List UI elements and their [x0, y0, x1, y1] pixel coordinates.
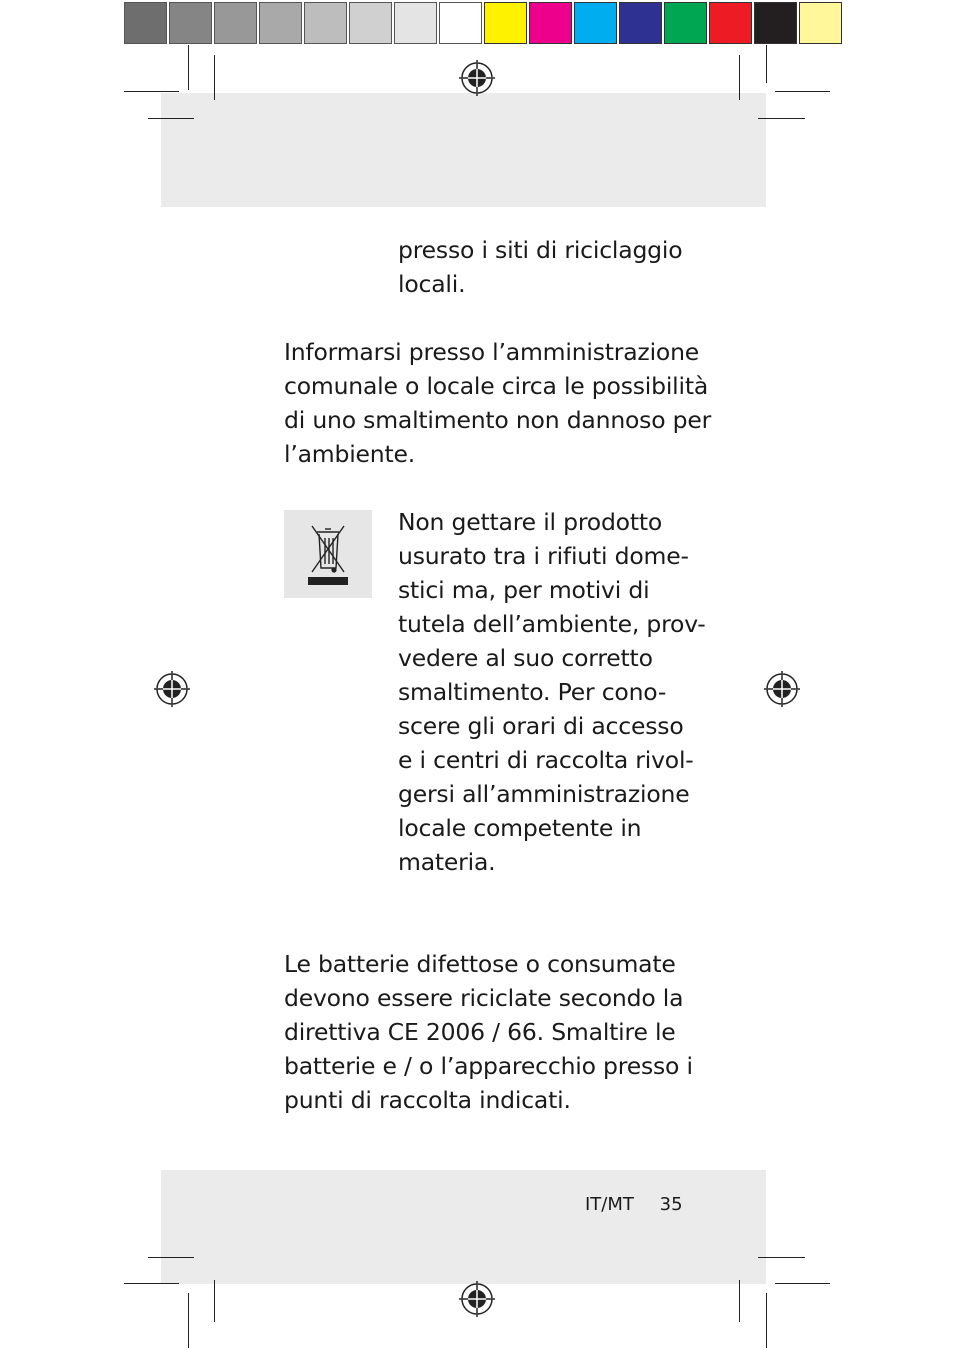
color-swatch: [754, 2, 797, 44]
crop-mark: [758, 1257, 805, 1258]
text-line: presso i siti di riciclaggio: [398, 236, 683, 264]
color-control-strip: [484, 2, 844, 44]
text-line: gersi all’amministrazione: [398, 780, 690, 808]
gray-swatch: [394, 2, 437, 44]
text-line: usurato tra i rifiuti dome-: [398, 542, 689, 570]
crossed-out-wheelie-bin-icon: [284, 510, 372, 598]
color-swatch: [529, 2, 572, 44]
text-line: di uno smaltimento non dannoso per: [284, 406, 712, 434]
color-swatch: [664, 2, 707, 44]
crop-mark: [214, 55, 215, 100]
crop-mark: [775, 91, 830, 92]
text-line: punti di raccolta indicati.: [284, 1086, 571, 1114]
page-number: 35: [659, 1194, 683, 1215]
text-line: tutela dell’ambiente, prov-: [398, 610, 706, 638]
gray-swatch: [259, 2, 302, 44]
color-swatch: [619, 2, 662, 44]
text-line: vedere al suo corretto: [398, 644, 653, 672]
crop-mark: [124, 91, 179, 92]
text-line: direttiva CE 2006 / 66. Smaltire le: [284, 1018, 676, 1046]
header-band: [161, 93, 766, 207]
gray-swatch: [124, 2, 167, 44]
text-line: e i centri di raccolta rivol-: [398, 746, 694, 774]
text-line: materia.: [398, 848, 496, 876]
page-footer: [585, 1193, 683, 1217]
crop-mark: [775, 1283, 830, 1284]
registration-mark-icon: [154, 671, 190, 707]
registration-mark-icon: [764, 671, 800, 707]
crop-mark: [214, 1280, 215, 1322]
text-line: l’ambiente.: [284, 440, 416, 468]
gray-swatch: [169, 2, 212, 44]
color-swatch: [574, 2, 617, 44]
text-line: smaltimento. Per cono-: [398, 678, 667, 706]
crop-mark: [148, 1257, 194, 1258]
text-line: Le batterie difettose o consumate: [284, 950, 676, 978]
battery-disposal-paragraph: [284, 947, 704, 1117]
crop-mark: [148, 118, 194, 119]
text-line: Non gettare il prodotto: [398, 508, 663, 536]
crop-mark: [766, 1293, 767, 1348]
color-swatch: [484, 2, 527, 44]
disposal-info-paragraph: [284, 335, 712, 471]
text-line: locali.: [398, 270, 466, 298]
grayscale-control-strip: [124, 2, 484, 44]
crop-mark: [739, 1280, 740, 1322]
crop-mark: [188, 1293, 189, 1348]
text-line: Informarsi presso l’amministrazione: [284, 338, 700, 366]
crop-mark: [188, 45, 189, 90]
weee-disposal-paragraph: [398, 505, 706, 879]
text-line: devono essere riciclate secondo la: [284, 984, 684, 1012]
language-code: IT/MT: [585, 1194, 634, 1215]
text-line: comunale o locale circa le possibilità: [284, 372, 709, 400]
color-swatch: [799, 2, 842, 44]
gray-swatch: [349, 2, 392, 44]
weee-symbol-box: [284, 510, 372, 598]
gray-swatch: [439, 2, 482, 44]
crop-mark: [758, 118, 805, 119]
registration-mark-icon: [459, 1281, 495, 1317]
crop-mark: [124, 1283, 179, 1284]
text-line: scere gli orari di accesso: [398, 712, 684, 740]
registration-mark-icon: [459, 60, 495, 96]
text-line: batterie e / o l’apparecchio presso i: [284, 1052, 693, 1080]
text-line: stici ma, per motivi di: [398, 576, 650, 604]
intro-paragraph: [398, 233, 698, 301]
gray-swatch: [304, 2, 347, 44]
text-line: locale competente in: [398, 814, 642, 842]
crop-mark: [766, 45, 767, 83]
color-swatch: [709, 2, 752, 44]
crop-mark: [739, 55, 740, 100]
footer-band: [161, 1170, 766, 1284]
gray-swatch: [214, 2, 257, 44]
